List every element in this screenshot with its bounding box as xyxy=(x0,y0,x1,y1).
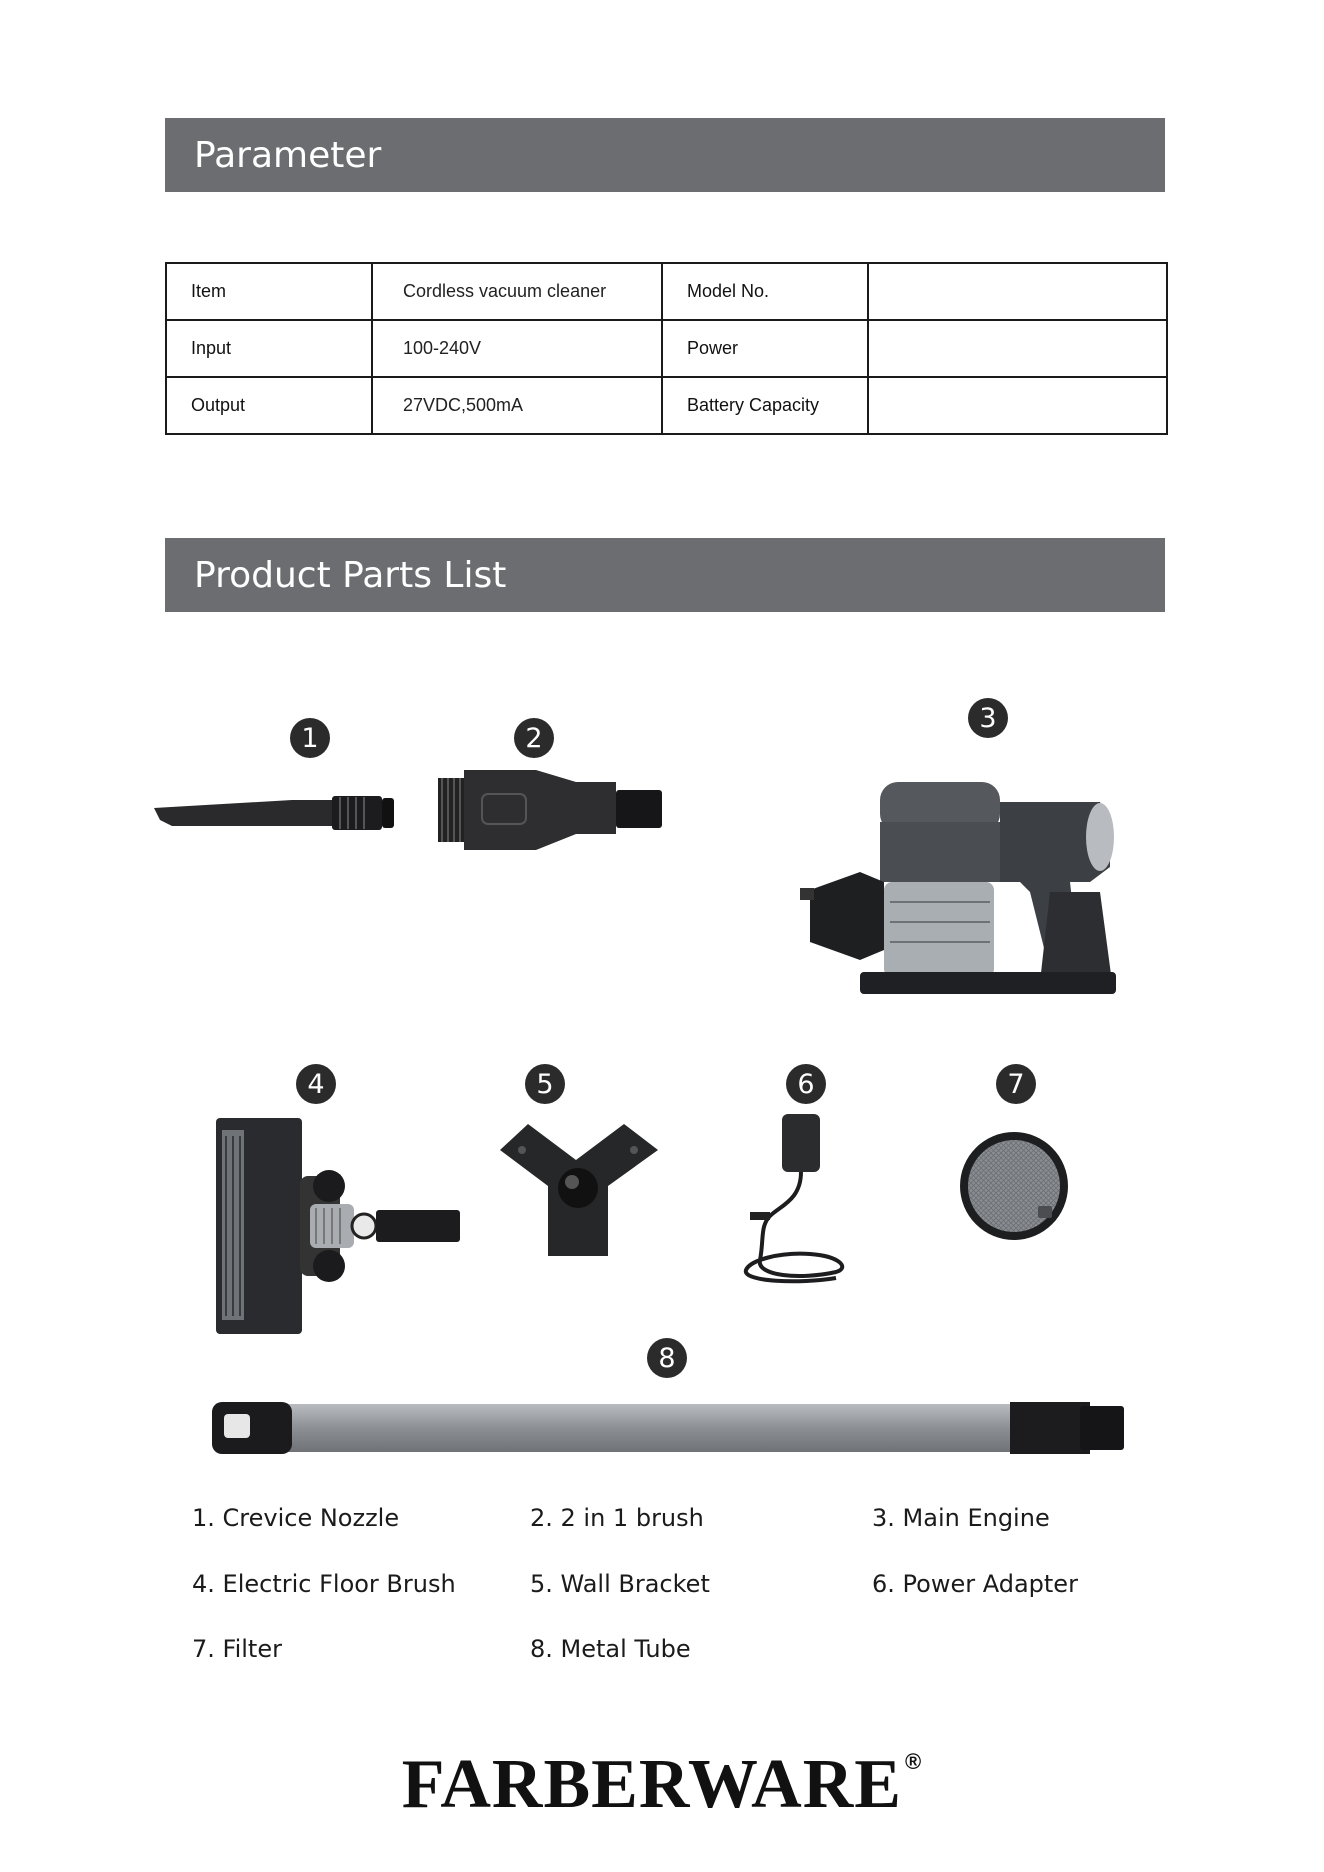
wall-bracket-image xyxy=(498,1120,660,1260)
part-number-badge: 8 xyxy=(647,1338,687,1378)
param-value: 100-240V xyxy=(372,320,662,377)
part-number-badge: 2 xyxy=(514,718,554,758)
part-legend-item: 4. Electric Floor Brush xyxy=(192,1570,456,1598)
parameter-table xyxy=(165,262,1168,435)
part-number-badge: 4 xyxy=(296,1064,336,1104)
part-legend-item: 8. Metal Tube xyxy=(530,1635,691,1663)
param-label: Power xyxy=(662,320,868,377)
part-number-badge: 5 xyxy=(525,1064,565,1104)
metal-tube-image xyxy=(210,1394,1128,1464)
parameter-section-header xyxy=(165,118,1165,192)
power-adapter-image xyxy=(740,1110,852,1286)
parts-title: Product Parts List xyxy=(194,554,507,596)
table-row xyxy=(166,263,1167,320)
param-label: Input xyxy=(166,320,372,377)
table-row xyxy=(166,320,1167,377)
part-number-badge: 6 xyxy=(786,1064,826,1104)
main-engine-image xyxy=(800,772,1116,1002)
param-label: Output xyxy=(166,377,372,434)
part-number-badge: 7 xyxy=(996,1064,1036,1104)
table-row xyxy=(166,377,1167,434)
part-legend-item: 2. 2 in 1 brush xyxy=(530,1504,704,1532)
part-legend-item: 3. Main Engine xyxy=(872,1504,1050,1532)
param-value xyxy=(868,263,1167,320)
part-legend-item: 6. Power Adapter xyxy=(872,1570,1078,1598)
param-label: Battery Capacity xyxy=(662,377,868,434)
electric-floor-brush-image xyxy=(214,1116,464,1336)
filter-image xyxy=(956,1128,1072,1244)
param-value: 27VDC,500mA xyxy=(372,377,662,434)
crevice-nozzle-image xyxy=(152,790,397,840)
part-number-badge: 3 xyxy=(968,698,1008,738)
two-in-one-brush-image xyxy=(436,760,666,860)
param-value xyxy=(868,377,1167,434)
param-value xyxy=(868,320,1167,377)
part-legend-item: 5. Wall Bracket xyxy=(530,1570,710,1598)
param-label: Model No. xyxy=(662,263,868,320)
part-number-badge: 1 xyxy=(290,718,330,758)
part-legend-item: 7. Filter xyxy=(192,1635,282,1663)
parts-section-header xyxy=(165,538,1165,612)
brand-logo xyxy=(0,1745,1324,1825)
parameter-title: Parameter xyxy=(194,134,382,176)
param-value: Cordless vacuum cleaner xyxy=(372,263,662,320)
part-legend-item: 1. Crevice Nozzle xyxy=(192,1504,400,1532)
param-label: Item xyxy=(166,263,372,320)
registered-mark: ® xyxy=(904,1749,923,1774)
brand-name: FARBERWARE xyxy=(401,1746,902,1823)
